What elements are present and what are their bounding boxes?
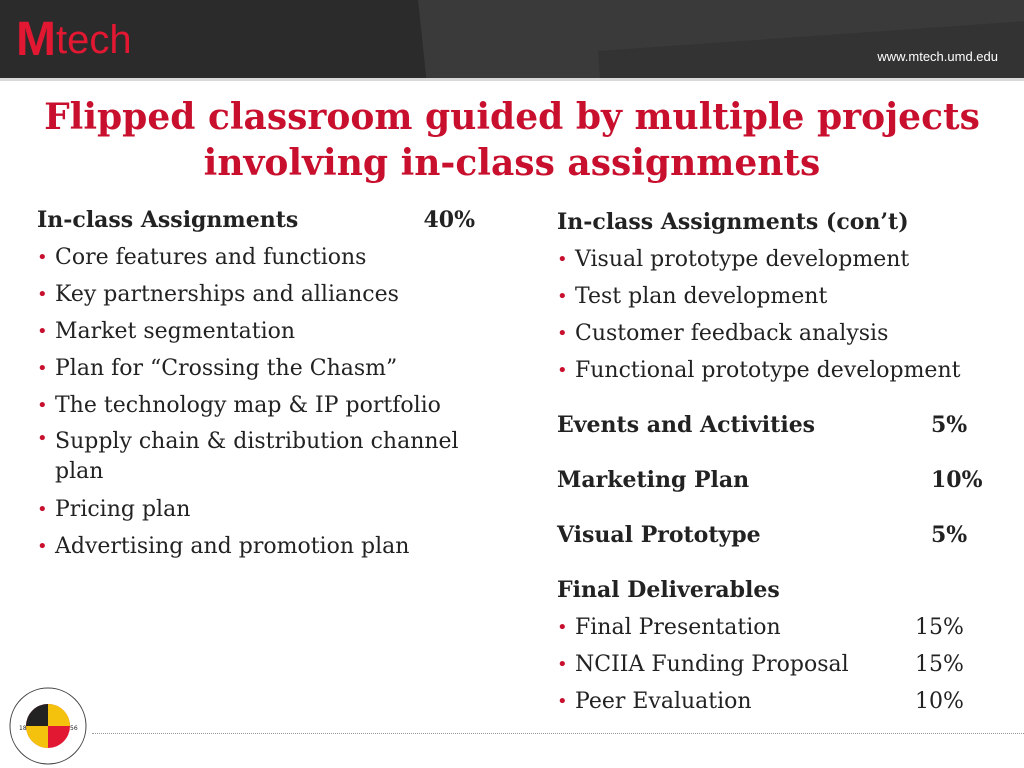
left-column — [37, 202, 507, 565]
list-item: • Customer feedback analysis — [557, 315, 987, 352]
mtech-logo[interactable] — [16, 14, 132, 66]
logo-m: M — [16, 13, 54, 66]
weighted-pct: 5% — [931, 412, 968, 438]
list-item: • The technology map & IP portfolio — [37, 387, 507, 424]
final-item-label: • NCIIA Funding Proposal — [575, 652, 849, 677]
weighted-pct: 5% — [931, 522, 968, 548]
list-item: • Market segmentation — [37, 313, 507, 350]
list-item: • Visual prototype development — [557, 241, 987, 278]
weighted-pct: 10% — [931, 467, 983, 493]
right-column — [557, 204, 987, 720]
weighted-row-visual — [557, 517, 987, 554]
slide-title — [40, 94, 984, 186]
list-item: • Core features and functions — [37, 239, 507, 276]
list-item: • Plan for “Crossing the Chasm” — [37, 350, 507, 387]
final-item-pct: 15% — [915, 615, 964, 640]
university-seal-icon — [8, 686, 88, 766]
final-item-label: • Final Presentation — [575, 615, 781, 640]
seal-year-right: 56 — [70, 725, 78, 732]
list-item: • Key partnerships and alliances — [37, 276, 507, 313]
site-url[interactable]: www.mtech.umd.edu — [877, 49, 998, 64]
final-item-pct: 10% — [915, 689, 964, 714]
final-item — [557, 646, 987, 683]
title-line-1: Flipped classroom guided by multiple projects — [44, 96, 980, 138]
seal-year-left: 18 — [19, 725, 27, 732]
weighted-row-events — [557, 407, 987, 444]
final-item — [557, 683, 987, 720]
header-bar — [0, 0, 1024, 78]
weighted-label: Marketing Plan — [557, 467, 750, 493]
final-heading: Final Deliverables — [557, 577, 780, 603]
left-heading — [37, 202, 507, 239]
weighted-label: Events and Activities — [557, 412, 816, 438]
final-item-label: • Peer Evaluation — [575, 689, 752, 714]
final-item — [557, 609, 987, 646]
left-heading-label: In-class Assignments — [37, 207, 299, 233]
title-line-2: involving in-class assignments — [203, 142, 821, 184]
list-item: • Advertising and promotion plan — [37, 528, 507, 565]
final-item-pct: 15% — [915, 652, 964, 677]
list-item: • Test plan development — [557, 278, 987, 315]
right-heading: In-class Assignments (con’t) — [557, 209, 909, 235]
list-item: • Functional prototype development — [557, 352, 987, 389]
weighted-label: Visual Prototype — [557, 522, 761, 548]
list-item: • Supply chain & distribution channel plan — [37, 424, 507, 491]
left-heading-pct: 40% — [423, 207, 475, 233]
logo-tech: tech — [55, 18, 132, 62]
footer-divider — [92, 733, 1024, 734]
list-item: • Pricing plan — [37, 491, 507, 528]
weighted-row-marketing — [557, 462, 987, 499]
header-divider — [0, 78, 1024, 81]
